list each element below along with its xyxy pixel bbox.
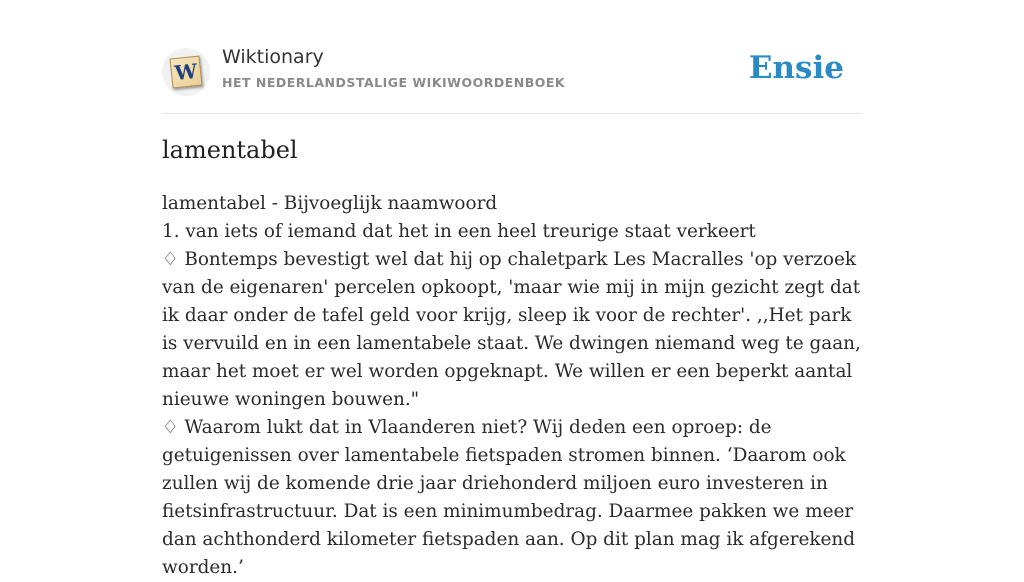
- wiktionary-logo-icon[interactable]: [162, 48, 210, 96]
- logo-tile: W: [170, 56, 203, 89]
- site-tagline: HET NEDERLANDSTALIGE WIKIWOORDENBOEK: [222, 75, 566, 90]
- word-type-line: lamentabel - Bijvoeglijk naamwoord: [162, 193, 498, 214]
- entry-title: lamentabel: [162, 136, 298, 164]
- example-1: ♢ Bontemps bevestigt wel dat hij op chaletpark Les Macralles 'op verzoek van de eigenaren' percelen opkoopt, 'maar wie mij in mijn gezicht zegt dat ik daar onder de tafel geld voor krijg, sleep ik voor de rechter'. ,,Het park is vervuild en in een lamentabele staat. We dwingen niemand weg te gaan, maar het moet er wel worden opgeknapt. We willen er een beperkt aantal nieuwe woningen bouwen.": [162, 249, 861, 410]
- definition: 1. van iets of iemand dat het in een heel treurige staat verkeert: [162, 221, 756, 242]
- example-2: ♢ Waarom lukt dat in Vlaanderen niet? Wij deden een oproep: de getuigenissen over lamentabele fietspaden stromen binnen. ‘Daarom ook zullen wij de komende drie jaar driehonderd miljoen euro investeren in fietsinfrastructuur. Dat is een minimumbedrag. Daarmee pakken we meer dan achthonderd kilometer fietspaden aan. Op dit plan mag ik afgerekend worden.’: [162, 417, 856, 578]
- ensie-logo[interactable]: Ensie: [748, 50, 844, 86]
- site-header: [162, 44, 862, 114]
- entry-content: [162, 190, 866, 582]
- site-name[interactable]: Wiktionary: [222, 46, 324, 68]
